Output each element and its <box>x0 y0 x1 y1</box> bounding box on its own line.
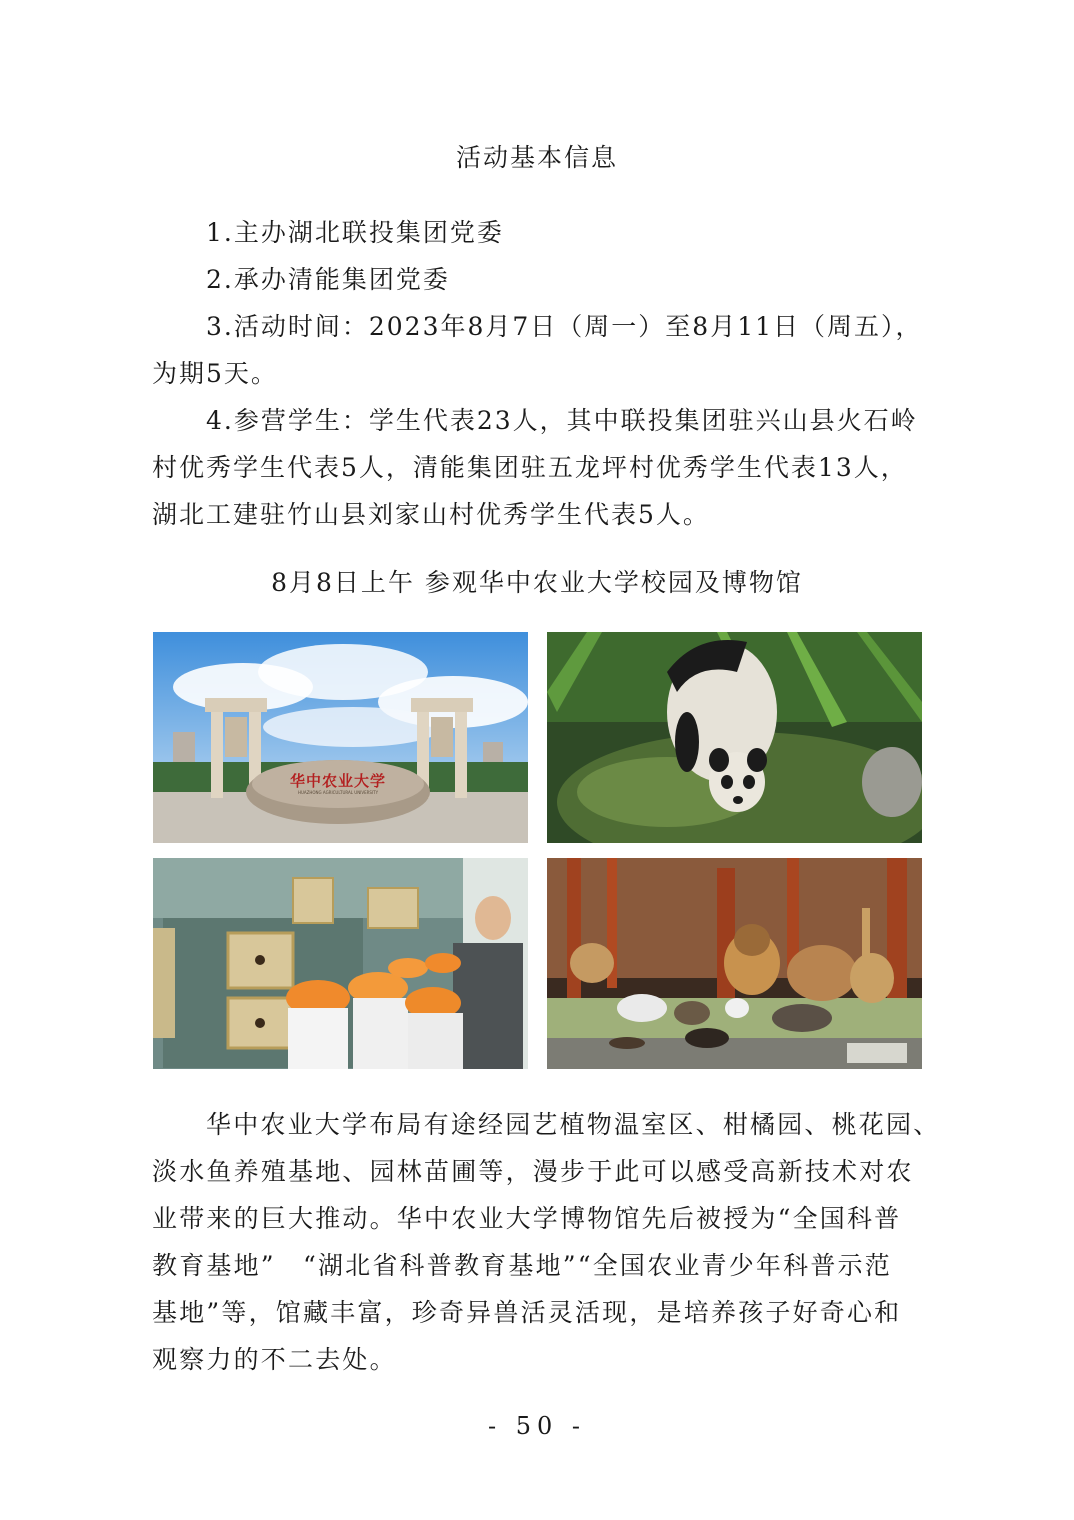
gate-subtitle: HUAZHONG AGRICULTURAL UNIVERSITY <box>297 790 379 795</box>
body-paragraph <box>152 1101 941 1383</box>
body-line: 基地”等，馆藏丰富，珍奇异兽活灵活现，是培养孩子好奇心和 <box>152 1298 902 1327</box>
gate-inscription: 华中农业大学 <box>289 772 386 790</box>
info-item-students-cont2: 湖北工建驻竹山县刘家山村优秀学生代表5人。 <box>152 500 710 529</box>
page-number: - 50 - <box>487 1412 586 1440</box>
body-line: 华中农业大学布局有途经园艺植物温室区、柑橘园、桃花园、 <box>206 1110 941 1139</box>
insect-exhibit-photo <box>153 858 528 1069</box>
info-item-organizer: 1.主办湖北联投集团党委 <box>206 218 504 247</box>
section-title: 活动基本信息 <box>455 143 618 172</box>
body-line: 教育基地” “湖北省科普教育基地”“全国农业青少年科普示范 <box>152 1251 892 1280</box>
info-item-time-cont: 为期5天。 <box>152 359 278 388</box>
body-line: 业带来的巨大推动。华中农业大学博物馆先后被授为“全国科普 <box>152 1204 902 1233</box>
info-item-students: 4.参营学生：学生代表23人，其中联投集团驻兴山县火石岭 <box>206 406 918 435</box>
info-item-time: 3.活动时间：2023年8月7日（周一）至8月11日（周五）， <box>206 312 923 341</box>
body-line: 观察力的不二去处。 <box>152 1345 397 1374</box>
event-title: 8月8日上午 参观华中农业大学校园及博物馆 <box>271 568 803 597</box>
info-item-students-cont1: 村优秀学生代表5人，清能集团驻五龙坪村优秀学生代表13人， <box>152 453 908 482</box>
university-gate-photo <box>153 632 528 843</box>
body-line: 淡水鱼养殖基地、园林苗圃等，漫步于此可以感受高新技术对农 <box>152 1157 914 1186</box>
panda-photo <box>547 632 922 843</box>
info-item-host: 2.承办清能集团党委 <box>206 265 450 294</box>
animal-exhibit-photo <box>547 858 922 1069</box>
